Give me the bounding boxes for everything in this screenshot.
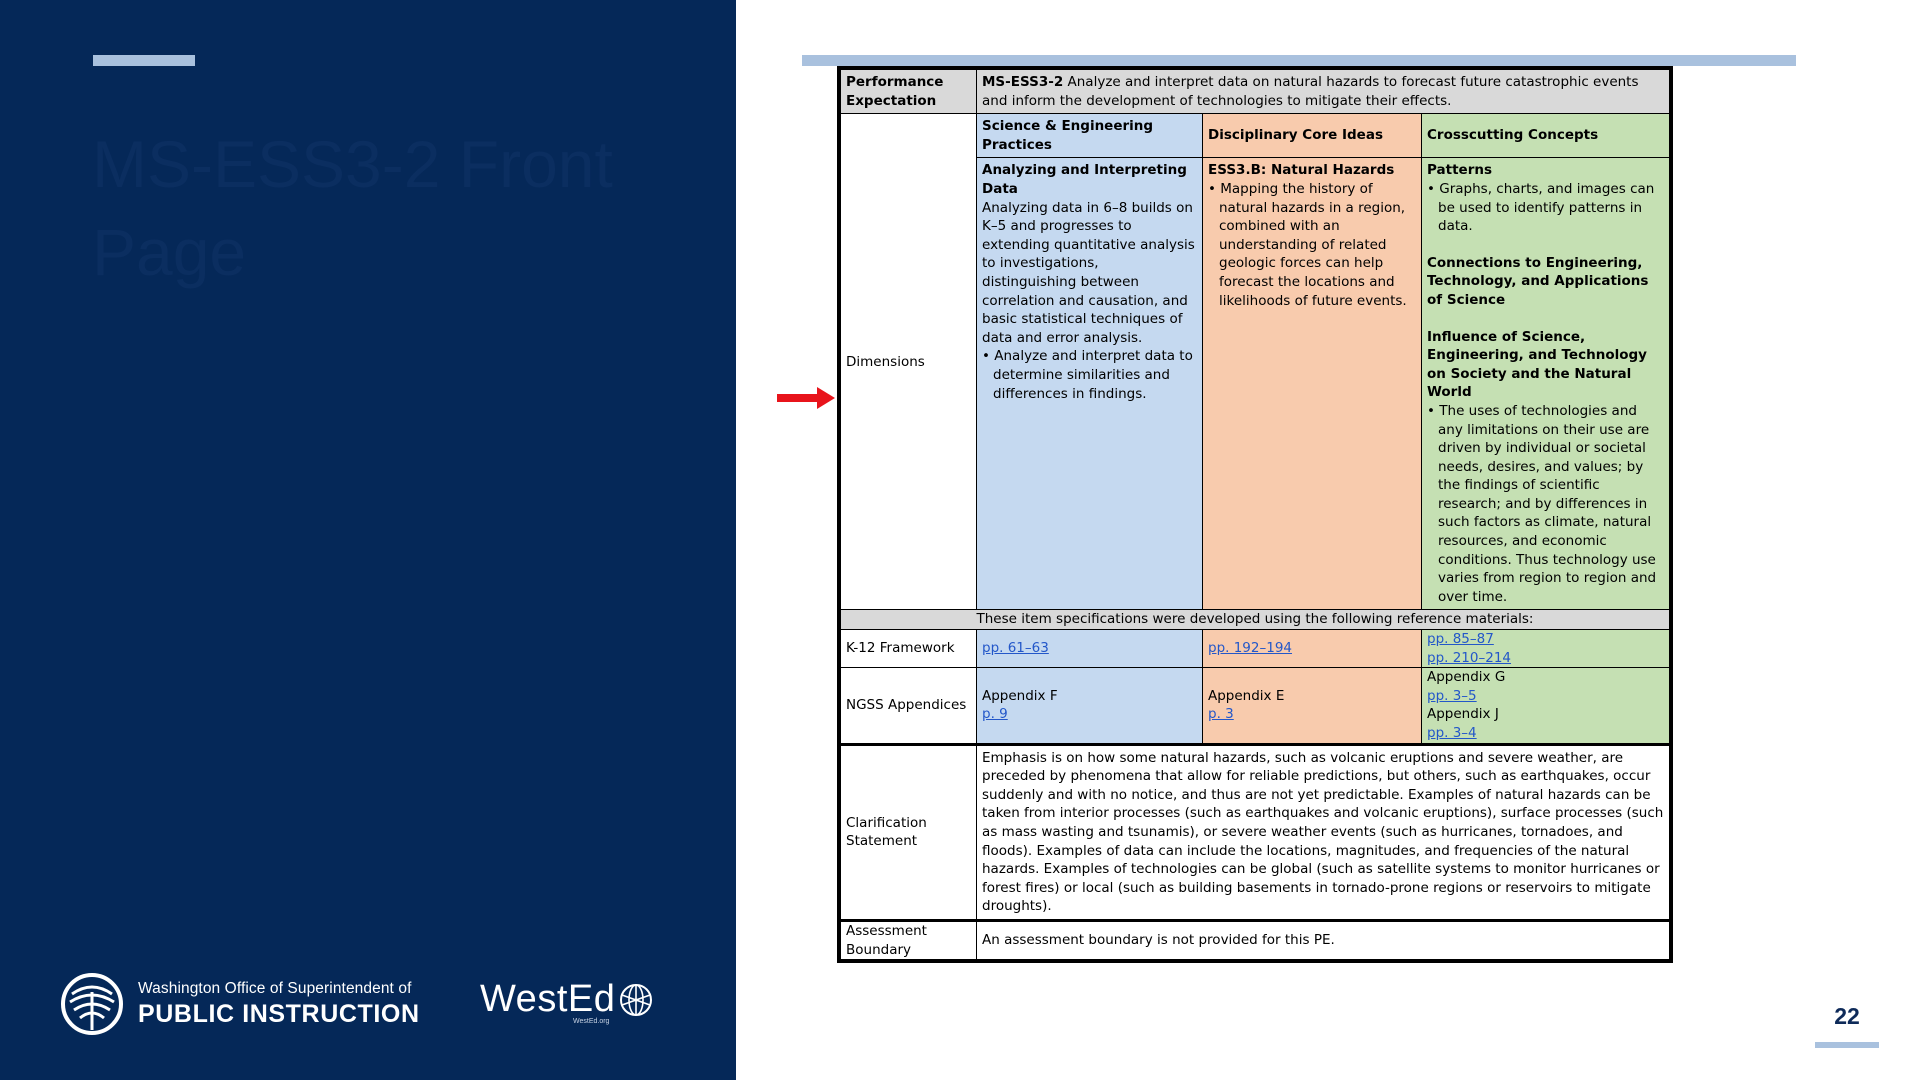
cc-influence: Influence of Science, Engineering, and Technology on Society and the Natural World bbox=[1427, 328, 1647, 401]
reference-heading-row bbox=[841, 610, 1670, 630]
cc-influence-bullet: • The uses of technologies and any limitations on their use are driven by individual or societal needs, desires, and values; by the findings of scientific research; and by differences in such factors as climate, natural resources, and economic conditions. Thus technology use varies from region to region and over time. bbox=[1427, 402, 1664, 607]
sep-bullet: • Analyze and interpret data to determine similarities and differences in findings. bbox=[982, 347, 1197, 403]
slide-title: MS-ESS3-2 Front Page bbox=[92, 127, 613, 289]
pe-text bbox=[977, 70, 1670, 114]
ospi-logo bbox=[60, 972, 420, 1036]
appendix-j: Appendix J bbox=[1427, 706, 1499, 723]
sep-title: Analyzing and Interpreting Data bbox=[982, 162, 1187, 197]
sep-cell bbox=[977, 158, 1203, 610]
ospi-line1: Washington Office of Superintendent of bbox=[138, 979, 412, 997]
framework-cc-link-2[interactable]: pp. 210–214 bbox=[1427, 649, 1512, 666]
accent-bar bbox=[93, 55, 195, 66]
pe-description: Analyze and interpret data on natural hazards to forecast future catastrophic events and inform the development of technologies to mitigate their effects. bbox=[982, 74, 1639, 109]
ospi-line2: PUBLIC INSTRUCTION bbox=[138, 999, 420, 1028]
appendix-f-link[interactable]: p. 9 bbox=[982, 706, 1008, 723]
cc-title: Patterns bbox=[1427, 162, 1493, 179]
page-number: 22 bbox=[1834, 1003, 1860, 1029]
wested-name: WestEd bbox=[480, 978, 616, 1020]
specification-table bbox=[837, 66, 1673, 963]
appendix-f: Appendix F bbox=[982, 687, 1058, 704]
ospi-emblem-icon bbox=[60, 972, 124, 1036]
framework-label: K-12 Framework bbox=[841, 630, 977, 668]
wested-url: WestEd.org bbox=[573, 1018, 610, 1025]
pe-label: Performance Expectation bbox=[841, 70, 977, 114]
framework-row bbox=[841, 630, 1670, 668]
framework-sep-link[interactable]: pp. 61–63 bbox=[982, 640, 1049, 657]
top-rule bbox=[802, 55, 1796, 66]
cc-cell bbox=[1422, 158, 1670, 610]
cc-header: Crosscutting Concepts bbox=[1422, 114, 1670, 158]
pe-row bbox=[841, 70, 1670, 114]
dci-cell bbox=[1203, 158, 1422, 610]
clarification-text: Emphasis is on how some natural hazards, such as volcanic eruptions and severe weather, are preceded by phenomena that allow for reliable predictions, but others, such as earthquakes, occur suddenly and with no notice, and thus are not yet predictable. Examples of natural hazards can be taken from interior processes (such as earthquakes and volcanic eruptions), surface processes (such as mass wasting and tsunamis), or severe weather events (such as hurricanes, tornadoes, and floods). Examples of data can include the locations, magnitudes, and frequencies of the natural hazards. Examples of technologies can be global (such as satellite systems to monitor hurricanes or forest fires) or local (such as building basements in tornado-prone regions or reservoirs to mitigate droughts). bbox=[977, 744, 1670, 920]
boundary-text: An assessment boundary is not provided for this PE. bbox=[977, 920, 1670, 959]
pe-code: MS-ESS3-2 bbox=[982, 74, 1064, 90]
appendices-row bbox=[841, 668, 1670, 744]
dci-title: ESS3.B: Natural Hazards bbox=[1208, 162, 1395, 179]
sep-header: Science & Engineering Practices bbox=[977, 114, 1203, 158]
dci-bullet: • Mapping the history of natural hazards in a region, combined with an understanding of related geologic forces can help forecast the locations and likelihoods of future events. bbox=[1208, 180, 1416, 310]
clarification-label: Clarification Statement bbox=[841, 744, 977, 920]
appendices-label: NGSS Appendices bbox=[841, 668, 977, 744]
left-panel bbox=[0, 0, 736, 1080]
boundary-label: Assessment Boundary bbox=[841, 920, 977, 959]
sep-body: Analyzing data in 6–8 builds on K–5 and progresses to extending quantitative analysis to investigations, distinguishing between correlation and causation, and basic statistical techniques of data and error analysis. bbox=[982, 199, 1195, 346]
arrow-right-icon bbox=[777, 387, 835, 409]
cc-bullet: • Graphs, charts, and images can be used to identify patterns in data. bbox=[1427, 180, 1664, 236]
page-number-rule bbox=[1815, 1042, 1879, 1048]
dci-header: Disciplinary Core Ideas bbox=[1203, 114, 1422, 158]
dimensions-header-row bbox=[841, 114, 1670, 158]
appendix-e: Appendix E bbox=[1208, 687, 1285, 704]
appendix-e-link[interactable]: p. 3 bbox=[1208, 706, 1234, 723]
appendix-g: Appendix G bbox=[1427, 669, 1506, 686]
boundary-row bbox=[841, 920, 1670, 959]
framework-cc-link-1[interactable]: pp. 85–87 bbox=[1427, 631, 1494, 648]
dimensions-label: Dimensions bbox=[841, 114, 977, 610]
reference-heading: These item specifications were developed using the following reference materials: bbox=[841, 610, 1670, 630]
clarification-row bbox=[841, 744, 1670, 920]
framework-dci-link[interactable]: pp. 192–194 bbox=[1208, 640, 1293, 657]
cc-connections: Connections to Engineering, Technology, and Applications of Science bbox=[1427, 254, 1649, 308]
globe-icon bbox=[618, 982, 654, 1018]
appendix-g-link[interactable]: pp. 3–5 bbox=[1427, 687, 1477, 704]
wested-logo bbox=[480, 978, 654, 1025]
appendix-j-link[interactable]: pp. 3–4 bbox=[1427, 725, 1477, 741]
